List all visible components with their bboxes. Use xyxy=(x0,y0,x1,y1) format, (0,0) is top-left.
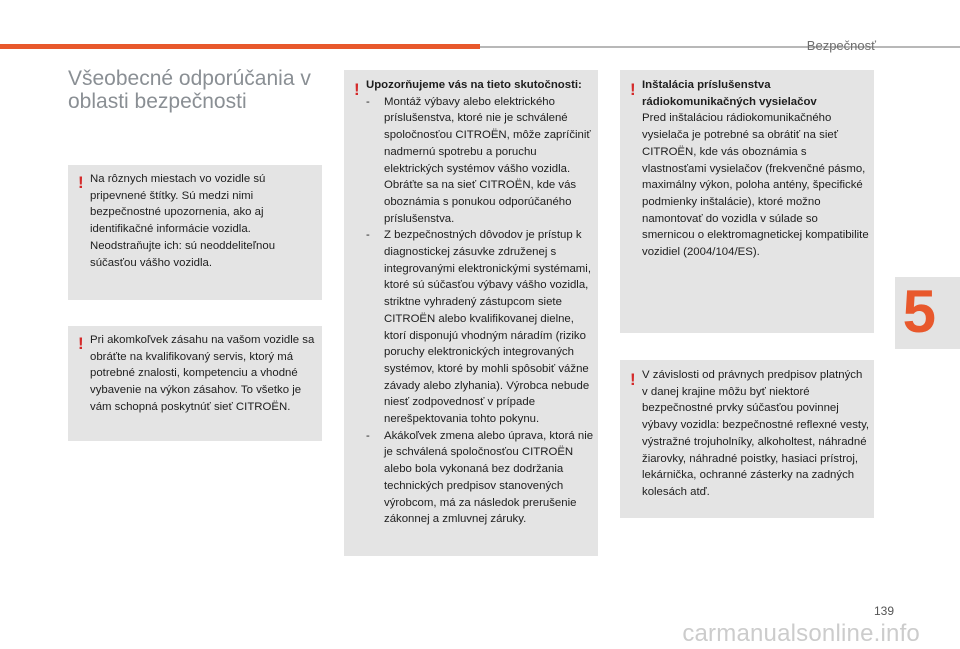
watermark: carmanualsonline.info xyxy=(682,620,920,647)
warning-icon: ! xyxy=(78,334,84,353)
warning-text: Na rôznych miestach vo vozidle sú pripevnené štítky. Sú medzi nimi bezpečnostné upozornenia, ako aj identifikačné informácie vozidla. Neodstraňujte ich: sú neoddeliteľnou súčasťou vášho vozidla. xyxy=(90,173,276,269)
warning-box-notice xyxy=(344,70,598,556)
list-item: - Montáž výbavy alebo elektrického príslušenstva, ktoré nie je schválené spoločnosťou CITROËN, môže zapríčiniť nadmernú spotrebu a poruchu elektrických systémov vášho vozidla. Obráťte sa na sieť CITROËN, kde vás oboznámia s ponukou odporúčaného príslušenstva. xyxy=(366,95,591,225)
warning-icon: ! xyxy=(78,173,84,192)
header-rule xyxy=(480,46,960,48)
radio-heading: Inštalácia príslušenstva rádiokomunikačných vysielačov xyxy=(642,79,817,108)
warning-text: Pri akomkoľvek zásahu na vašom vozidle sa obráťte na kvalifikovaný servis, ktorý má potrebné znalosti, kompetenciu a vhodné vybavenie na výkon zásahov. To všetko je vám schopná poskytnúť sieť CITROËN. xyxy=(90,334,315,413)
warning-text: Pred inštaláciou rádiokomunikačného vysielača je potrebné sa obrátiť na sieť CITROËN, kde vás oboznámia s vlastnosťami vysielačov (frekvenčné pásmo, maximálny výkon, poloha antény, špecifické podmienky inštalácie), ktoré možno namontovať do vozidla v súlade so smernicou o elektromagnetickej kompatibilite vozidiel (2004/104/ES). xyxy=(642,112,869,259)
section-label: Bezpečnosť xyxy=(806,38,876,53)
notice-heading: Upozorňujeme vás na tieto skutočnosti: xyxy=(366,79,582,91)
header-accent-bar xyxy=(0,44,480,49)
warning-icon: ! xyxy=(354,80,360,99)
list-item: - Z bezpečnostných dôvodov je prístup k diagnostickej zásuvke združenej s integrovanými elektronickými systémami, ktoré sú súčasťou výbavy vášho vozidla, striktne vyhradený zástupcom siete CITROËN alebo kvalifikovanej dielne, ktorí disponujú vhodným náradím (riziko poruchy elektronických integrovaných systémov, ktoré by mohli spôsobiť vážne závady alebo zlyhania). Výrobca nebude niesť zodpovednosť v prípade nerešpektovania tohto pokynu. xyxy=(366,229,591,426)
page-number: 139 xyxy=(873,604,894,618)
warning-text: V závislosti od právnych predpisov platných v danej krajine môžu byť niektoré bezpečnostné prvky súčasťou povinnej výbavy vozidla: bezpečnostné reflexné vesty, výstražné trojuholníky, alkoholtest, náhradné žiarovky, náhradné poistky, hasiaci prístroj, lekárnička, ochranné zásterky na zadných kolesách atď. xyxy=(642,369,870,498)
warning-icon: ! xyxy=(630,80,636,99)
warning-icon: ! xyxy=(630,370,636,389)
warning-box-legal xyxy=(620,360,874,518)
warning-box-service xyxy=(68,326,322,441)
list-item: - Akákoľvek zmena alebo úprava, ktorá nie je schválená spoločnosťou CITROËN alebo bola vykonaná bez dodržania technických predpisov stanovených výrobcom, má za následok prerušenie zákonnej a zmluvnej záruky. xyxy=(366,429,594,526)
notice-list xyxy=(366,94,594,528)
page-title: Všeobecné odporúčania v oblasti bezpečnosti xyxy=(68,67,311,113)
warning-box-labels xyxy=(68,165,322,300)
warning-box-radio xyxy=(620,70,874,333)
chapter-number: 5 xyxy=(902,278,936,345)
